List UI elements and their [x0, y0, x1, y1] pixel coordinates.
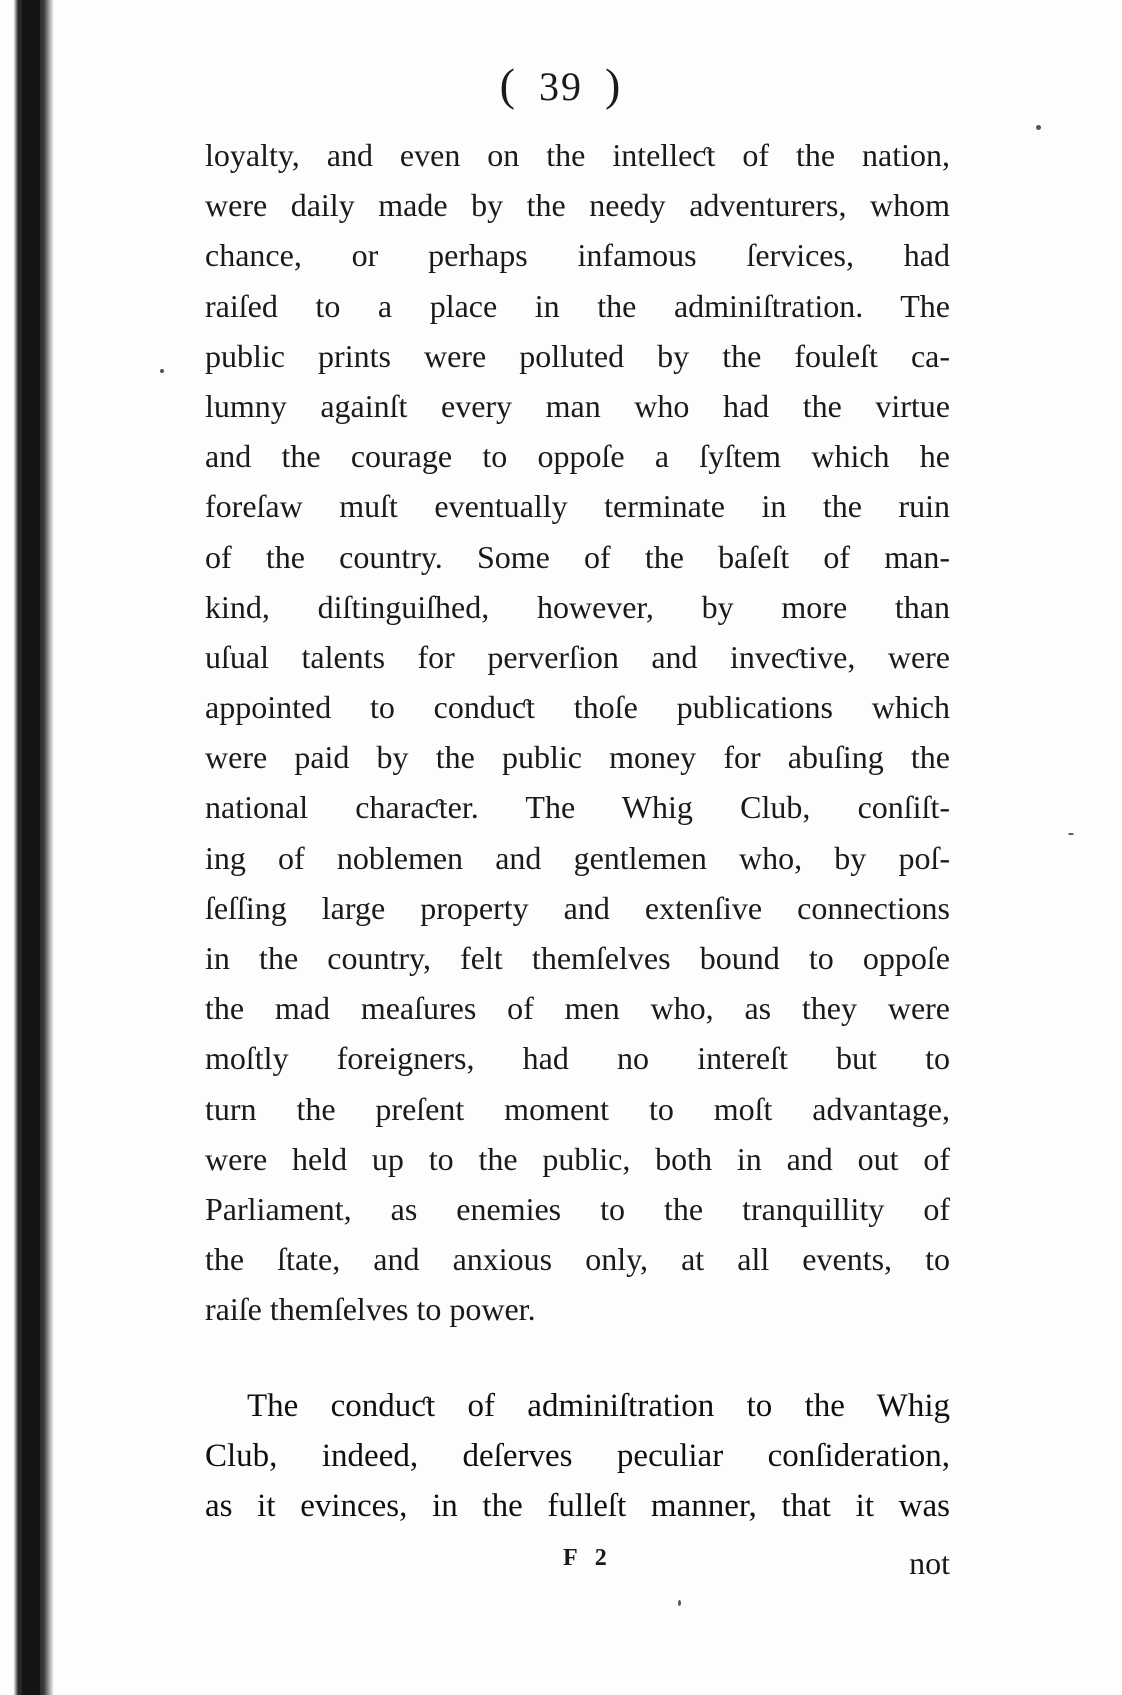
body-text: [205, 130, 950, 1531]
open-paren: (: [499, 59, 517, 110]
text-line: of the country. Some of the baſeſt of man-: [205, 538, 950, 575]
page-header: [0, 58, 1122, 111]
text-line: public prints were polluted by the fouleſt ca-: [205, 337, 950, 374]
text-line: foreſaw muſt eventually terminate in the ruin: [205, 488, 950, 525]
text-line: raiſe themſelves to power.: [205, 1291, 536, 1328]
text-line: ſeſſing large property and extenſive connections: [205, 889, 950, 926]
text-line: uſual talents for perverſion and inveƈtive, were: [205, 638, 950, 675]
text-line: as it evinces, in the fulleſt manner, that it was: [205, 1487, 950, 1524]
ink-speck: [678, 1600, 681, 1606]
paragraph-2: [205, 1381, 950, 1532]
text-line: turn the preſent moment to moſt advantage,: [205, 1090, 950, 1127]
text-line: were held up to the public, both in and out of: [205, 1140, 950, 1177]
text-line: kind, diſtinguiſhed, however, by more than: [205, 588, 950, 625]
text-line: Parliament, as enemies to the tranquillity of: [205, 1190, 950, 1227]
close-paren: ): [605, 59, 623, 110]
ink-speck: [1068, 833, 1074, 835]
text-line: The conduƈt of adminiſtration to the Whig: [247, 1387, 950, 1424]
text-line: appointed to conduƈt thoſe publications which: [205, 689, 950, 726]
text-line: were paid by the public money for abuſing the: [205, 739, 950, 776]
text-line: and the courage to oppoſe a ſyſtem which he: [205, 438, 950, 475]
text-line: the ſtate, and anxious only, at all events, to: [205, 1241, 950, 1278]
ink-speck: [1036, 125, 1041, 130]
text-line: were daily made by the needy adventurers, whom: [205, 187, 950, 224]
text-line: moſtly foreigners, had no intereſt but to: [205, 1040, 950, 1077]
text-line: lumny againſt every man who had the virtue: [205, 387, 950, 424]
text-line: in the country, felt themſelves bound to oppoſe: [205, 940, 950, 976]
catchword: not: [909, 1545, 950, 1581]
text-line: chance, or perhaps infamous ſervices, had: [205, 237, 950, 274]
text-line: loyalty, and even on the intelleƈt of the nation,: [205, 137, 950, 173]
text-line: Club, indeed, deſerves peculiar conſideration,: [205, 1437, 950, 1474]
paragraph-spacer: [205, 1335, 950, 1381]
paragraph-1: [205, 130, 950, 1335]
page-number: 39: [539, 64, 583, 109]
ink-speck: [160, 369, 164, 373]
binding-edge-dark: [22, 0, 40, 1695]
text-line: ing of noblemen and gentlemen who, by poſ-: [205, 839, 950, 876]
signature-mark: F 2: [563, 1545, 613, 1571]
text-line: national charaƈter. The Whig Club, conſiſt-: [205, 789, 950, 826]
text-line: raiſed to a place in the adminiſtration. The: [205, 287, 950, 324]
text-line: the mad meaſures of men who, as they were: [205, 990, 950, 1027]
page-footer: [205, 1545, 950, 1585]
